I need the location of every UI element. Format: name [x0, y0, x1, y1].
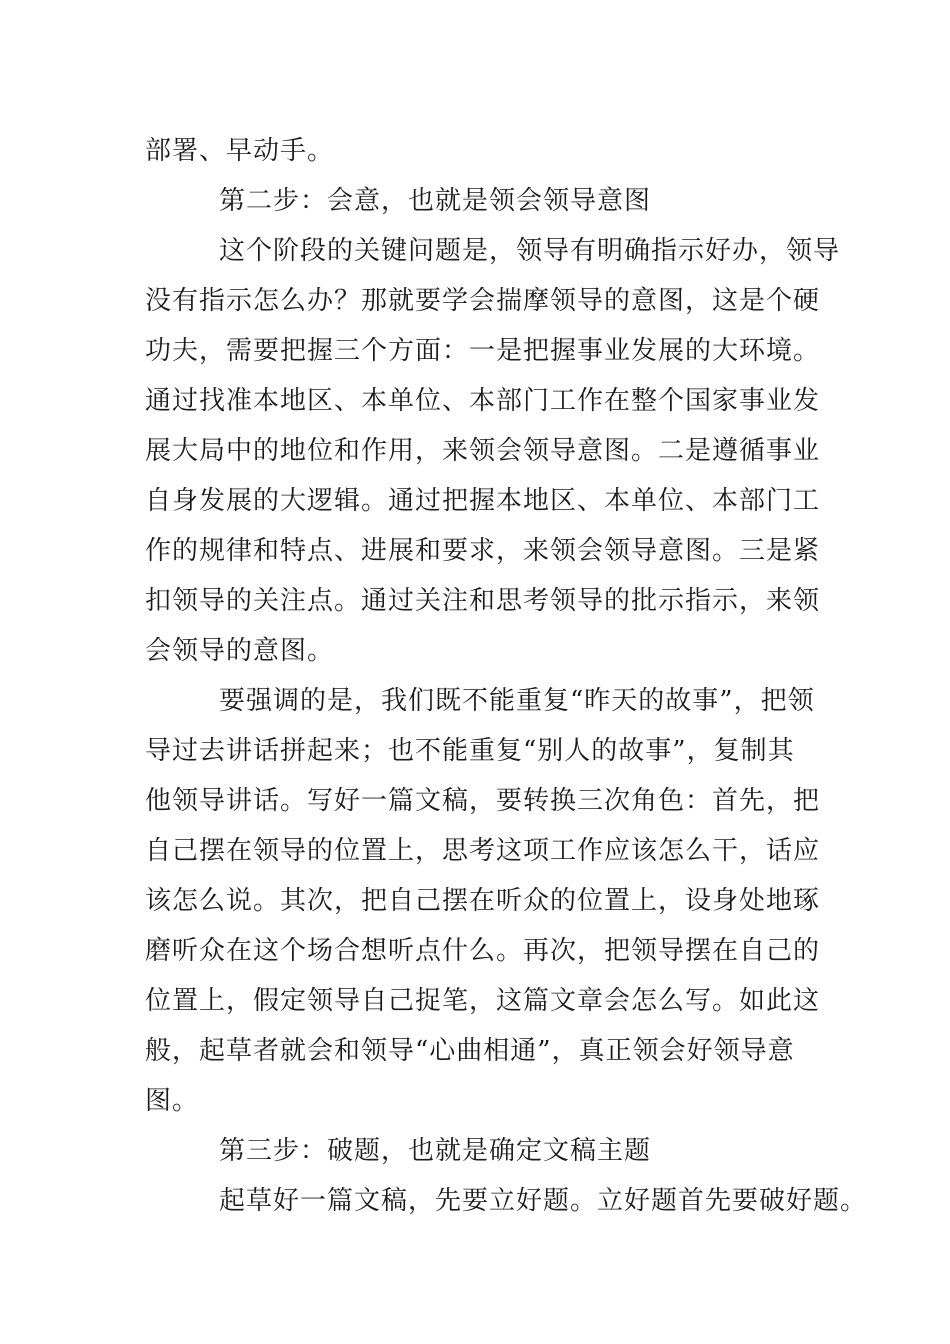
text-line: 该怎么说。其次，把自己摆在听众的位置上，设身处地琢 — [145, 886, 821, 916]
text-line: 作的规律和特点、进展和要求，来领会领导意图。三是紧 — [145, 536, 821, 566]
text-line: 导过去讲话拼起来；也不能重复“别人的故事”，复制其 — [145, 736, 795, 766]
text-line: 通过找准本地区、本单位、本部门工作在整个国家事业发 — [145, 386, 821, 416]
text-line: 展大局中的地位和作用，来领会领导意图。二是遵循事业 — [145, 436, 821, 466]
text-line: 这个阶段的关键问题是，领导有明确指示好办，领导 — [219, 236, 841, 266]
text-line: 图。 — [145, 1086, 200, 1116]
text-line: 部署、早动手。 — [145, 136, 335, 166]
text-line: 会领导的意图。 — [145, 636, 335, 666]
paragraph-continuation — [145, 126, 835, 176]
section-heading-step-2: 第二步：会意，也就是领会领导意图 — [219, 186, 652, 216]
text-line: 磨听众在这个场合想听点什么。再次，把领导摆在自己的 — [145, 936, 821, 966]
text-line: 位置上，假定领导自己捉笔，这篇文章会怎么写。如此这 — [145, 986, 821, 1016]
text-line: 起草好一篇文稿，先要立好题。立好题首先要破好题。 — [219, 1186, 868, 1216]
section-heading-step-3: 第三步：破题，也就是确定文稿主题 — [219, 1136, 652, 1166]
paragraph-step-2-key-question — [145, 226, 841, 676]
paragraph-step-2-emphasis — [145, 676, 835, 1126]
paragraph-step-3-intro — [145, 1176, 868, 1226]
text-line: 般，起草者就会和领导“心曲相通”，真正领会好领导意 — [145, 1036, 795, 1066]
text-line: 自身发展的大逻辑。通过把握本地区、本单位、本部门工 — [145, 486, 821, 516]
text-line: 要强调的是，我们既不能重复“昨天的故事”，把领 — [219, 686, 815, 716]
document-body — [145, 126, 868, 1226]
text-line: 扣领导的关注点。通过关注和思考领导的批示指示，来领 — [145, 586, 821, 616]
text-line: 自己摆在领导的位置上，思考这项工作应该怎么干，话应 — [145, 836, 821, 866]
text-line: 没有指示怎么办？那就要学会揣摩领导的意图，这是个硬 — [145, 286, 821, 316]
text-line: 他领导讲话。写好一篇文稿，要转换三次角色：首先，把 — [145, 786, 821, 816]
text-line: 功夫，需要把握三个方面：一是把握事业发展的大环境。 — [145, 336, 821, 366]
